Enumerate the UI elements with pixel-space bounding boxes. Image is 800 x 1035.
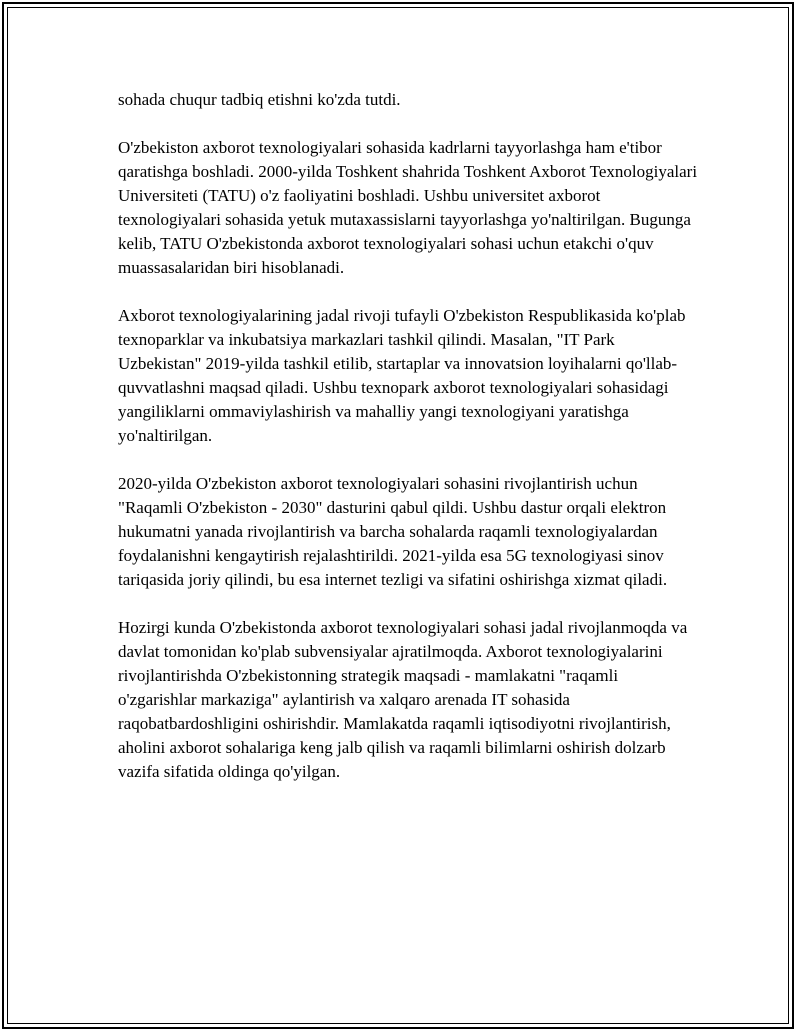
paragraph-3: Axborot texnologiyalarining jadal rivoji tufayli O'zbekiston Respublikasida ko'plab texnoparklar va inkubatsiya markazlari tashkil qilindi. Masalan, "IT Park Uzbekistan" 2019-yilda tashkil etilib, startaplar va innovatsion loyihalarni qo'llab-quvvatlashni maqsad qiladi. Ushbu texnopark axborot texnologiyalari sohasidagi yangiliklarni ommaviylashirish va mahalliy yangi texnologiyani yaratishga yo'naltirilgan. xyxy=(118,306,686,445)
paragraph-1: sohada chuqur tadbiq etishni ko'zda tutdi. xyxy=(118,90,401,109)
paragraph-2: O'zbekiston axborot texnologiyalari sohasida kadrlarni tayyorlashga ham e'tibor qaratishga boshladi. 2000-yilda Toshkent shahrida Toshkent Axborot Texnologiyalari Universiteti (TATU) o'z faoliyatini boshladi. Ushbu universitet axborot texnologiyalari sohasida yetuk mutaxassislarni tayyorlashga yo'naltirilgan. Bugunga kelib, TATU O'zbekistonda axborot texnologiyalari sohasi uchun etakchi o'quv muassasalaridan biri hisoblanadi. xyxy=(118,138,698,277)
paragraph-4: 2020-yilda O'zbekiston axborot texnologiyalari sohasini rivojlantirish uchun "Raqamli O'zbekiston - 2030" dasturini qabul qildi. Ushbu dastur orqali elektron hukumatni yanada rivojlantirish va barcha sohalarda raqamli texnologiyalardan foydalanishni kengaytirish rejalashtirildi. 2021-yilda esa 5G texnologiyasi sinov tariqasida joriy qilindi, bu esa internet tezligi va sifatini oshirishga xizmat qiladi. xyxy=(118,474,668,589)
paragraph-5: Hozirgi kunda O'zbekistonda axborot texnologiyalari sohasi jadal rivojlanmoqda va davlat tomonidan ko'plab subvensiyalar ajratilmoqda. Axborot texnologiyalarini rivojlantirishda O'zbekistonning strategik maqsadi - mamlakatni "raqamli o'zgarishlar markaziga" aylantirish va xalqaro arenada IT sohasida raqobatbardoshligini oshirishdir. Mamlakatda raqamli iqtisodiyotni rivojlantirish, aholini axborot sohalariga keng jalb qilish va raqamli bilimlarni oshirish dolzarb vazifa sifatida oldinga qo'yilgan. xyxy=(118,618,688,781)
document-body xyxy=(118,88,698,808)
